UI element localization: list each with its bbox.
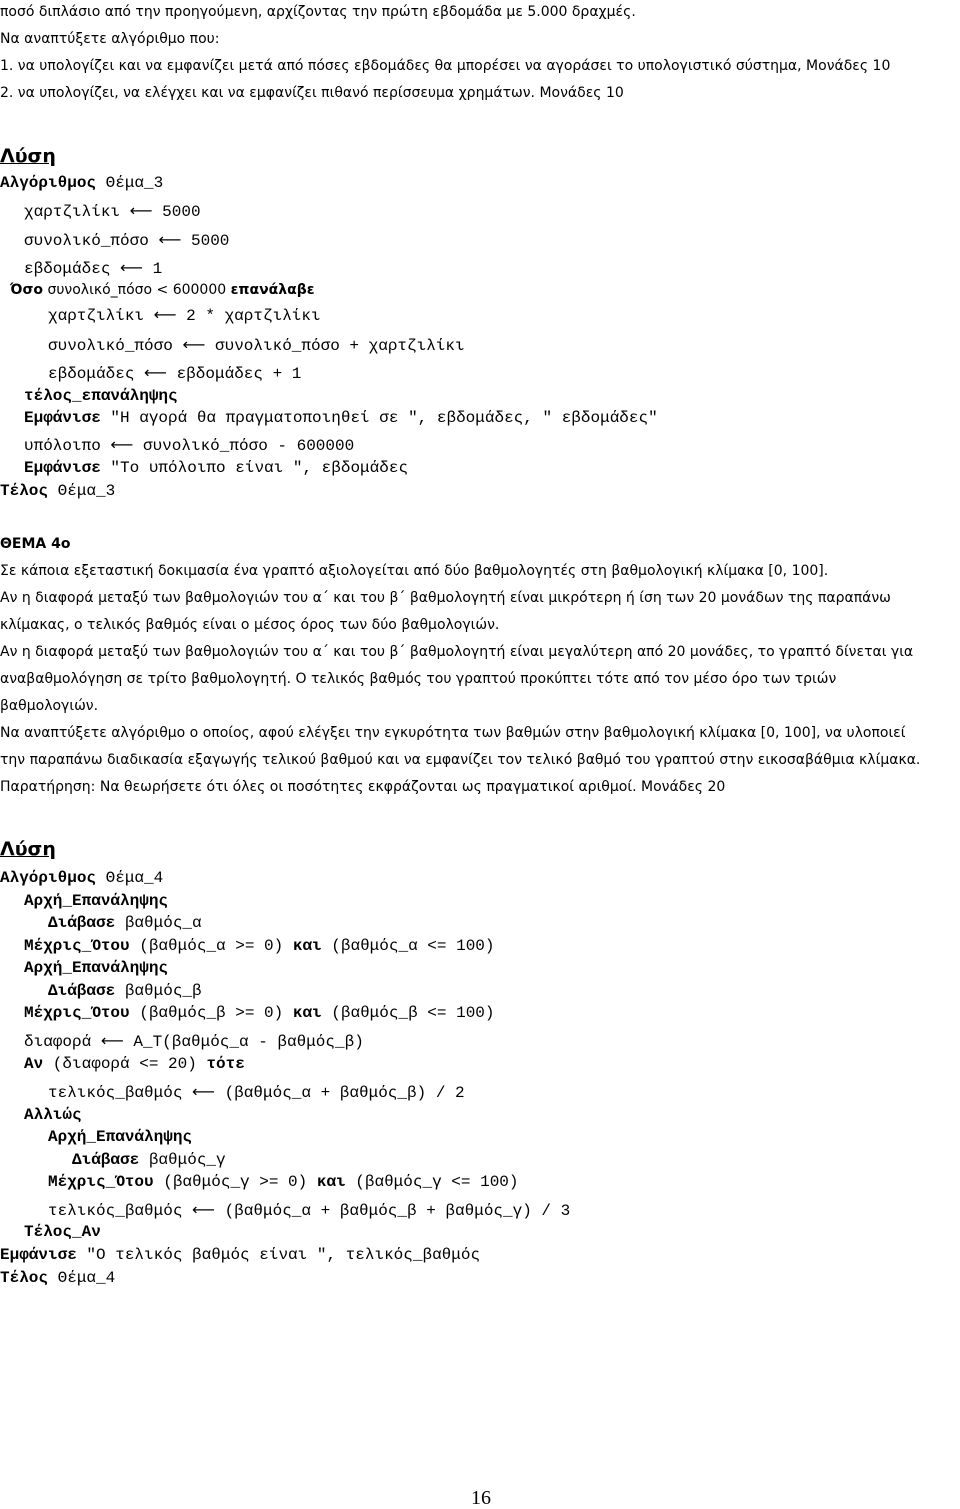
paragraph-line: Αν η διαφορά μεταξύ των βαθμολογιών του α΄ και του β΄ βαθμολογητή είναι μεγαλύτερη από 20 μονάδες, το γραπτό δίνεται για: [0, 644, 914, 660]
keyword: τότε: [206, 1055, 245, 1073]
code-keyword-line: Αρχή_Επανάληψης: [48, 1128, 193, 1146]
keyword: Εμφάνισε: [0, 1246, 77, 1264]
code-assignment: διαφορά ⟵ Α_Τ(βαθμός_α - βαθμός_β): [24, 1031, 364, 1051]
keyword: και: [292, 937, 322, 955]
assign-arrow-icon: ⟵: [110, 435, 134, 454]
assign-arrow-icon: ⟵: [120, 258, 143, 277]
intro-line-2: Να αναπτύξετε αλγόριθμο που:: [0, 31, 220, 47]
keyword: Διάβασε: [48, 914, 116, 932]
code-keyword-line: Τέλος_Αν: [24, 1223, 101, 1241]
code-line: Διάβασε βαθμός_β: [48, 982, 202, 1000]
code-assignment: υπόλοιπο ⟵ συνολικό_πόσο - 600000: [24, 435, 355, 455]
paragraph-line: Σε κάποια εξεταστική δοκιμασία ένα γραπτό αξιολογείται από δύο βαθμολογητές στη βαθμολογική κλίμακα [0, 100].: [0, 563, 829, 579]
code-assignment: εβδομάδες ⟵ 1: [24, 258, 163, 278]
assign-arrow-icon: ⟵: [158, 230, 182, 249]
keyword: Μέχρις_Ότου: [24, 937, 130, 955]
code-assignment: τελικός_βαθμός ⟵ (βαθμός_α + βαθμός_β + βαθμός_γ) / 3: [48, 1200, 571, 1220]
code-line: Αλγόριθμος Θέμα_3: [0, 174, 164, 192]
code-assignment: χαρτζιλίκι ⟵ 2 * χαρτζιλίκι: [48, 305, 321, 325]
code-line: Εμφάνισε "Η αγορά θα πραγματοποιηθεί σε ", εβδομάδες, " εβδομάδες": [24, 409, 658, 427]
keyword: και: [292, 1004, 322, 1022]
keyword: Αλγόριθμος: [0, 174, 97, 192]
code-assignment: τελικός_βαθμός ⟵ (βαθμός_α + βαθμός_β) / 2: [48, 1082, 465, 1102]
code-line: Μέχρις_Ότου (βαθμός_γ >= 0) και (βαθμός_γ <= 100): [48, 1173, 519, 1191]
paragraph-line: την παραπάνω διαδικασία εξαγωγής τελικού βαθμού και να εμφανίζει τον τελικό βαθμό του γραπτού στην εικοσαβάθμια κλίμακα.: [0, 752, 921, 768]
assign-arrow-icon: ⟵: [153, 305, 177, 324]
code-line: Εμφάνισε "Ο τελικός βαθμός είναι ", τελικός_βαθμός: [0, 1246, 481, 1264]
code-line: Διάβασε βαθμός_γ: [72, 1151, 226, 1169]
keyword: επανάλαβε: [230, 282, 315, 298]
paragraph-line: αναβαθμολόγηση σε τρίτο βαθμολογητή. Ο τελικός βαθμός του γραπτού προκύπτει τότε από τον μέσο όρο των τριών: [0, 671, 837, 687]
code-assignment: συνολικό_πόσο ⟵ 5000: [24, 230, 230, 250]
code-keyword-line: Αλλιώς: [24, 1106, 82, 1124]
assign-arrow-icon: ⟵: [129, 201, 153, 220]
keyword: και: [316, 1173, 346, 1191]
keyword: Τέλος: [0, 1269, 49, 1287]
code-line: Μέχρις_Ότου (βαθμός_α >= 0) και (βαθμός_α <= 100): [24, 937, 495, 955]
assign-arrow-icon: ⟵: [144, 363, 167, 382]
code-line: Εμφάνισε "Το υπόλοιπο είναι ", εβδομάδες: [24, 459, 409, 477]
keyword: Εμφάνισε: [24, 409, 101, 427]
keyword: Μέχρις_Ότου: [48, 1173, 154, 1191]
code-while: Όσο συνολικό_πόσο < 600000 επανάλαβε: [10, 282, 315, 298]
keyword: Διάβασε: [48, 982, 116, 1000]
page-number: 16: [471, 1487, 491, 1509]
code-line: Αν (διαφορά <= 20) τότε: [24, 1055, 245, 1073]
intro-line-4: 2. να υπολογίζει, να ελέγχει και να εμφανίζει πιθανό περίσσευμα χρημάτων. Μονάδες 10: [0, 85, 624, 101]
code-line: Αλγόριθμος Θέμα_4: [0, 869, 164, 887]
code-assignment: συνολικό_πόσο ⟵ συνολικό_πόσο + χαρτζιλίκι: [48, 335, 465, 355]
intro-line-3: 1. να υπολογίζει και να εμφανίζει μετά από πόσες εβδομάδες θα μπορέσει να αγοράσει το υπολογιστικό σύστημα, Μονάδες 10: [0, 58, 891, 74]
paragraph-line: Αν η διαφορά μεταξύ των βαθμολογιών του α΄ και του β΄ βαθμολογητή είναι μικρότερη ή ίση των 20 μονάδων της παραπάνω: [0, 590, 891, 606]
keyword: Τέλος: [0, 482, 49, 500]
keyword: Αλγόριθμος: [0, 869, 97, 887]
keyword: Μέχρις_Ότου: [24, 1004, 130, 1022]
code-line: Μέχρις_Ότου (βαθμός_β >= 0) και (βαθμός_β <= 100): [24, 1004, 495, 1022]
section-title: ΘΕΜΑ 4ο: [0, 536, 71, 552]
intro-line-1: ποσό διπλάσιο από την προηγούμενη, αρχίζοντας την πρώτη εβδομάδα με 5.000 δραχμές.: [0, 4, 636, 20]
assign-arrow-icon: ⟵: [192, 1082, 215, 1101]
paragraph-line: κλίμακας, ο τελικός βαθμός είναι ο μέσος όρος των δύο βαθμολογιών.: [0, 617, 500, 633]
paragraph-line: Να αναπτύξετε αλγόριθμο ο οποίος, αφού ελέγξει την εγκυρότητα των βαθμών στην βαθμολογική κλίμακα [0, 100], να υλοποιεί: [0, 725, 906, 741]
solution-heading: Λύση: [0, 838, 56, 860]
keyword: Διάβασε: [72, 1151, 140, 1169]
paragraph-line: βαθμολογιών.: [0, 698, 99, 714]
code-keyword-line: Αρχή_Επανάληψης: [24, 892, 169, 910]
code-keyword-line: τέλος_επανάληψης: [24, 387, 178, 405]
paragraph-line: Παρατήρηση: Να θεωρήσετε ότι όλες οι ποσότητες εκφράζονται ως πραγματικοί αριθμοί. Μονάδες 20: [0, 779, 726, 795]
code-assignment: εβδομάδες ⟵ εβδομάδες + 1: [48, 363, 302, 383]
code-line: Τέλος Θέμα_3: [0, 482, 116, 500]
code-line: Διάβασε βαθμός_α: [48, 914, 202, 932]
assign-arrow-icon: ⟵: [182, 335, 206, 354]
code-assignment: χαρτζιλίκι ⟵ 5000: [24, 201, 201, 221]
code-keyword-line: Αρχή_Επανάληψης: [24, 959, 169, 977]
assign-arrow-icon: ⟵: [192, 1200, 215, 1219]
keyword: Όσο: [10, 282, 43, 298]
keyword: Αν: [24, 1055, 44, 1073]
solution-heading: Λύση: [0, 145, 56, 167]
keyword: Εμφάνισε: [24, 459, 101, 477]
assign-arrow-icon: ⟵: [100, 1031, 124, 1050]
code-line: Τέλος Θέμα_4: [0, 1269, 116, 1287]
